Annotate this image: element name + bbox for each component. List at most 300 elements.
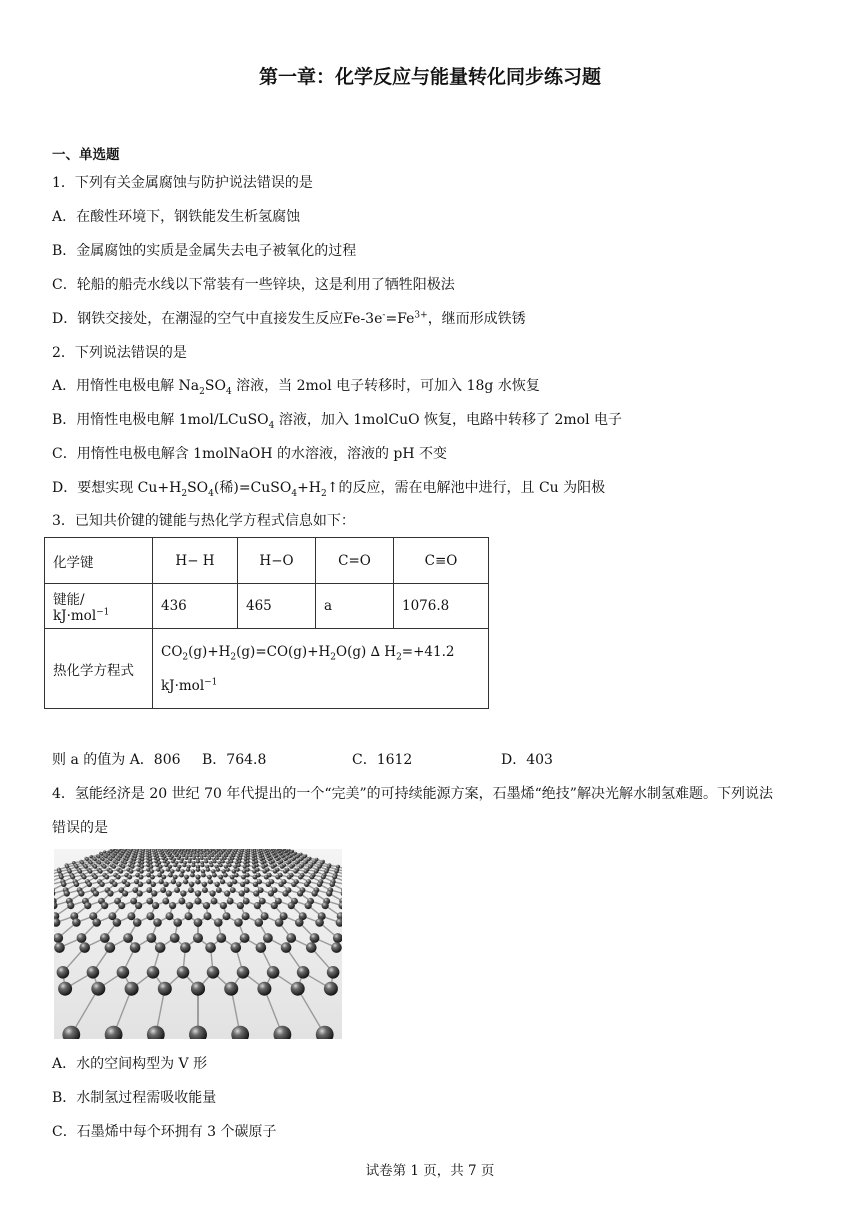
carbon-atom bbox=[327, 966, 340, 979]
carbon-atom bbox=[161, 854, 164, 857]
carbon-atom bbox=[237, 902, 244, 909]
carbon-atom bbox=[109, 858, 112, 861]
carbon-atom bbox=[228, 863, 232, 867]
carbon-atom bbox=[190, 850, 193, 853]
carbon-atom bbox=[155, 942, 166, 953]
carbon-atom bbox=[139, 869, 143, 873]
q1-option-c: C．轮船的船壳水线以下常装有一些锌块，这是利用了牺牲阳极法 bbox=[52, 277, 455, 293]
carbon-atom bbox=[286, 853, 289, 856]
q3-option-a: 则 a 的值为 A．806 bbox=[52, 752, 181, 768]
carbon-atom bbox=[174, 887, 180, 893]
carbon-atom bbox=[87, 882, 92, 887]
carbon-atom bbox=[281, 942, 292, 953]
carbon-atom bbox=[112, 855, 115, 858]
carbon-atom bbox=[260, 858, 263, 861]
carbon-atom bbox=[278, 882, 283, 887]
carbon-atom bbox=[314, 869, 318, 873]
carbon-atom bbox=[92, 918, 101, 927]
carbon-atom bbox=[210, 890, 216, 896]
carbon-atom bbox=[331, 942, 342, 953]
carbon-atom bbox=[304, 869, 308, 873]
q1-stem: 1．下列有关金属腐蚀与防护说法错误的是 bbox=[52, 175, 313, 191]
carbon-atom bbox=[133, 858, 136, 861]
carbon-atom bbox=[321, 875, 326, 880]
carbon-atom bbox=[196, 860, 200, 864]
carbon-atom bbox=[156, 868, 160, 872]
carbon-atom bbox=[259, 855, 262, 858]
carbon-atom bbox=[291, 982, 305, 996]
carbon-atom bbox=[263, 869, 267, 873]
carbon-atom bbox=[93, 890, 99, 896]
carbon-atom bbox=[188, 887, 194, 893]
carbon-atom bbox=[78, 890, 84, 896]
table-cell: 465 bbox=[238, 584, 316, 629]
carbon-atom bbox=[295, 861, 299, 865]
carbon-atom bbox=[110, 850, 113, 853]
carbon-atom bbox=[216, 933, 226, 943]
carbon-atom bbox=[157, 873, 162, 878]
carbon-atom bbox=[161, 875, 166, 880]
carbon-atom bbox=[215, 882, 220, 887]
carbon-atom bbox=[162, 857, 165, 860]
carbon-atom bbox=[186, 902, 193, 909]
carbon-atom bbox=[242, 869, 246, 873]
q1-option-d: D．钢铁交接处，在潮湿的空气中直接发生反应$Fe-3e^-=Fe^{3+}$，继而形成铁锈 bbox=[52, 310, 526, 327]
carbon-atom bbox=[98, 869, 102, 873]
page-footer: 试卷第 1 页，共 7 页 bbox=[365, 1163, 495, 1179]
carbon-atom bbox=[241, 875, 246, 880]
q3-option-d: D．403 bbox=[501, 752, 553, 768]
carbon-atom bbox=[317, 882, 322, 887]
carbon-atom bbox=[281, 855, 284, 858]
carbon-atom bbox=[99, 882, 104, 887]
carbon-atom bbox=[201, 873, 206, 878]
carbon-atom bbox=[117, 858, 120, 861]
carbon-atom bbox=[101, 902, 108, 909]
carbon-atom bbox=[257, 982, 271, 996]
carbon-atom bbox=[162, 898, 169, 905]
carbon-atom bbox=[153, 918, 162, 927]
carbon-atom bbox=[184, 850, 187, 853]
carbon-atom bbox=[283, 858, 286, 861]
carbon-atom bbox=[304, 882, 309, 887]
carbon-atom bbox=[264, 875, 269, 880]
carbon-atom bbox=[271, 865, 275, 869]
carbon-atom bbox=[200, 852, 203, 855]
carbon-atom bbox=[243, 861, 247, 865]
carbon-atom bbox=[115, 861, 119, 865]
carbon-atom bbox=[140, 865, 144, 869]
carbon-atom bbox=[253, 890, 259, 896]
carbon-atom bbox=[166, 890, 172, 896]
carbon-atom bbox=[195, 890, 201, 896]
carbon-atom bbox=[177, 966, 190, 979]
carbon-atom bbox=[200, 857, 203, 860]
carbon-atom bbox=[240, 933, 250, 943]
carbon-atom bbox=[84, 865, 88, 869]
q4-stem: 4．氢能经济是 20 世纪 70 年代提出的一个“完美”的可持续能源方案，石墨烯“绝技”解决光解水制氢难题。下列说法 bbox=[52, 786, 773, 802]
carbon-atom bbox=[196, 875, 201, 880]
carbon-atom bbox=[332, 875, 337, 880]
carbon-atom bbox=[268, 890, 274, 896]
carbon-atom bbox=[188, 860, 192, 864]
carbon-atom bbox=[274, 855, 277, 858]
carbon-atom bbox=[290, 850, 293, 853]
carbon-atom bbox=[194, 918, 203, 927]
carbon-atom bbox=[154, 857, 157, 860]
carbon-atom bbox=[275, 918, 284, 927]
carbon-atom bbox=[169, 902, 176, 909]
q3-option-c: C．1612 bbox=[352, 752, 413, 768]
carbon-atom bbox=[106, 861, 110, 865]
carbon-atom bbox=[224, 890, 230, 896]
carbon-atom bbox=[180, 942, 191, 953]
carbon-atom bbox=[61, 882, 66, 887]
carbon-atom bbox=[216, 887, 222, 893]
carbon-atom bbox=[192, 863, 196, 867]
carbon-atom bbox=[101, 858, 104, 861]
carbon-atom bbox=[176, 882, 181, 887]
carbon-atom bbox=[230, 860, 234, 864]
carbon-atom bbox=[105, 855, 108, 858]
carbon-atom bbox=[123, 861, 127, 865]
carbon-atom bbox=[237, 966, 250, 979]
carbon-atom bbox=[171, 879, 176, 884]
carbon-atom bbox=[204, 854, 207, 857]
carbon-atom bbox=[223, 912, 231, 920]
q2-option-b: B．用惰性电极电解 1mol/LCuSO$_4$ 溶液，加入 1molCuO 恢复，电路中转移了 2mol 电子 bbox=[52, 412, 623, 431]
carbon-atom bbox=[149, 861, 153, 865]
carbon-atom bbox=[243, 898, 250, 905]
carbon-atom bbox=[105, 875, 110, 880]
carbon-atom bbox=[195, 879, 200, 884]
carbon-atom bbox=[234, 918, 243, 927]
carbon-atom bbox=[151, 890, 157, 896]
carbon-atom bbox=[119, 855, 122, 858]
carbon-atom bbox=[207, 966, 220, 979]
table-cell: 热化学方程式 bbox=[45, 629, 153, 709]
carbon-atom bbox=[280, 865, 284, 869]
carbon-atom bbox=[190, 873, 195, 878]
carbon-atom bbox=[288, 902, 295, 909]
carbon-atom bbox=[114, 853, 117, 856]
carbon-atom bbox=[219, 863, 223, 867]
carbon-atom bbox=[284, 850, 287, 853]
carbon-atom bbox=[263, 933, 273, 943]
carbon-atom bbox=[122, 890, 128, 896]
carbon-atom bbox=[308, 865, 312, 869]
carbon-atom bbox=[185, 857, 188, 860]
carbon-atom bbox=[105, 942, 116, 953]
q2-option-c: C．用惰性电极电解含 1molNaOH 的水溶液，溶液的 pH 不变 bbox=[52, 446, 448, 462]
carbon-atom bbox=[182, 854, 185, 857]
carbon-atom bbox=[212, 873, 217, 878]
q3-option-b: B．764.8 bbox=[202, 752, 267, 768]
carbon-atom bbox=[132, 861, 136, 865]
carbon-atom bbox=[202, 882, 207, 887]
carbon-atom bbox=[123, 933, 133, 943]
carbon-atom bbox=[282, 890, 288, 896]
carbon-atom bbox=[155, 860, 159, 864]
carbon-atom bbox=[160, 887, 166, 893]
carbon-atom bbox=[195, 898, 202, 905]
carbon-atom bbox=[184, 875, 189, 880]
carbon-atom bbox=[173, 875, 178, 880]
carbon-atom bbox=[54, 942, 65, 953]
carbon-atom bbox=[221, 860, 225, 864]
carbon-atom bbox=[216, 857, 219, 860]
carbon-atom bbox=[287, 875, 292, 880]
table-cell: C=O bbox=[316, 538, 394, 584]
carbon-atom bbox=[268, 858, 271, 861]
q4-option-b: B．水制氢过程需吸收能量 bbox=[52, 1090, 217, 1106]
carbon-atom bbox=[179, 898, 186, 905]
carbon-atom bbox=[64, 890, 70, 896]
q4-option-c: C．石墨烯中每个环拥有 3 个碳原子 bbox=[52, 1124, 277, 1140]
carbon-atom bbox=[203, 850, 206, 853]
carbon-atom bbox=[164, 863, 168, 867]
carbon-atom bbox=[230, 875, 235, 880]
table-cell: a bbox=[316, 584, 394, 629]
carbon-atom bbox=[312, 890, 318, 896]
carbon-atom bbox=[207, 852, 210, 855]
carbon-atom bbox=[57, 966, 70, 979]
carbon-atom bbox=[305, 902, 312, 909]
carbon-atom bbox=[240, 882, 245, 887]
carbon-atom bbox=[223, 857, 226, 860]
carbon-atom bbox=[253, 875, 258, 880]
carbon-atom bbox=[293, 869, 297, 873]
carbon-atom bbox=[205, 860, 209, 864]
carbon-atom bbox=[207, 875, 212, 880]
carbon-atom bbox=[297, 890, 303, 896]
carbon-atom bbox=[299, 858, 302, 861]
carbon-atom bbox=[189, 854, 192, 857]
carbon-atom bbox=[150, 875, 155, 880]
carbon-atom bbox=[179, 873, 184, 878]
carbon-atom bbox=[238, 860, 242, 864]
carbon-atom bbox=[127, 875, 132, 880]
equation-cell: $CO_2(g)+H_2(g)=CO(g)+H_2O(g)$ ∆ $H_2=+41.2$ kJ·mol$^{-1}$ bbox=[153, 629, 489, 709]
carbon-atom bbox=[134, 855, 137, 858]
carbon-atom bbox=[109, 869, 113, 873]
carbon-atom bbox=[176, 868, 180, 872]
table-cell: 1076.8 bbox=[394, 584, 489, 629]
carbon-atom bbox=[201, 863, 205, 867]
carbon-atom bbox=[193, 857, 196, 860]
carbon-atom bbox=[93, 875, 98, 880]
carbon-atom bbox=[330, 882, 335, 887]
carbon-atom bbox=[310, 933, 320, 943]
carbon-atom bbox=[180, 890, 186, 896]
carbon-atom bbox=[137, 890, 143, 896]
carbon-atom bbox=[183, 879, 188, 884]
carbon-atom bbox=[151, 882, 156, 887]
carbon-atom bbox=[202, 887, 208, 893]
carbon-atom bbox=[98, 861, 102, 865]
carbon-atom bbox=[118, 902, 125, 909]
carbon-atom bbox=[261, 861, 265, 865]
carbon-atom bbox=[189, 882, 194, 887]
table-cell: H− H bbox=[153, 538, 238, 584]
carbon-atom bbox=[125, 982, 139, 996]
carbon-atom bbox=[77, 933, 87, 943]
q1-option-b: B．金属腐蚀的实质是金属失去电子被氧化的过程 bbox=[52, 243, 357, 259]
carbon-atom bbox=[84, 902, 91, 909]
carbon-atom bbox=[283, 869, 287, 873]
carbon-atom bbox=[166, 868, 170, 872]
carbon-atom bbox=[70, 875, 75, 880]
carbon-atom bbox=[237, 863, 241, 867]
carbon-atom bbox=[112, 865, 116, 869]
carbon-atom bbox=[146, 887, 152, 893]
carbon-atom bbox=[173, 918, 182, 927]
carbon-atom bbox=[88, 869, 92, 873]
carbon-atom bbox=[191, 982, 205, 996]
carbon-atom bbox=[254, 902, 261, 909]
carbon-atom bbox=[256, 942, 267, 953]
carbon-atom bbox=[133, 918, 142, 927]
carbon-atom bbox=[227, 882, 232, 887]
carbon-atom bbox=[224, 982, 238, 996]
carbon-atom bbox=[147, 933, 157, 943]
q2-option-d: D．要想实现 $Cu+H_2SO_4$(稀)$=CuSO_4+H_2↑$的反应，需在电解池中进行，且 Cu 为阳极 bbox=[52, 480, 606, 499]
carbon-atom bbox=[226, 868, 230, 872]
carbon-atom bbox=[107, 890, 113, 896]
carbon-atom bbox=[252, 865, 256, 869]
carbon-atom bbox=[180, 852, 183, 855]
carbon-atom bbox=[234, 873, 239, 878]
carbon-atom bbox=[220, 902, 227, 909]
carbon-atom bbox=[220, 852, 223, 855]
carbon-atom bbox=[231, 942, 242, 953]
section-heading: 一、单选题 bbox=[52, 147, 120, 163]
page-title: 第一章：化学反应与能量转化同步练习题 bbox=[258, 66, 601, 88]
table-row bbox=[45, 629, 489, 709]
carbon-atom bbox=[208, 879, 213, 884]
q4-stem-cont: 错误的是 bbox=[52, 820, 108, 836]
carbon-atom bbox=[252, 858, 255, 861]
table-cell: 436 bbox=[153, 584, 238, 629]
carbon-atom bbox=[173, 852, 176, 855]
carbon-atom bbox=[205, 942, 216, 953]
carbon-atom bbox=[232, 879, 237, 884]
carbon-atom bbox=[67, 902, 74, 909]
carbon-atom bbox=[59, 875, 64, 880]
carbon-atom bbox=[93, 858, 96, 861]
carbon-atom bbox=[160, 869, 164, 873]
carbon-atom bbox=[79, 942, 90, 953]
carbon-atom bbox=[239, 890, 245, 896]
carbon-atom bbox=[185, 912, 193, 920]
carbon-atom bbox=[242, 912, 250, 920]
carbon-atom bbox=[298, 875, 303, 880]
carbon-atom bbox=[168, 854, 171, 857]
carbon-atom bbox=[170, 933, 180, 943]
carbon-atom bbox=[168, 873, 173, 878]
carbon-atom bbox=[138, 882, 143, 887]
carbon-atom bbox=[113, 918, 122, 927]
carbon-atom bbox=[82, 875, 87, 880]
carbon-atom bbox=[231, 857, 234, 860]
carbon-atom bbox=[315, 918, 324, 927]
carbon-atom bbox=[159, 879, 164, 884]
carbon-atom bbox=[324, 982, 338, 996]
carbon-atom bbox=[286, 933, 296, 943]
carbon-atom bbox=[293, 853, 296, 856]
carbon-atom bbox=[125, 882, 130, 887]
table-row bbox=[45, 538, 489, 584]
carbon-atom bbox=[177, 857, 180, 860]
carbon-atom bbox=[211, 854, 214, 857]
carbon-atom bbox=[180, 860, 184, 864]
table-cell: 化学键 bbox=[45, 538, 153, 584]
carbon-atom bbox=[243, 865, 247, 869]
carbon-atom bbox=[204, 912, 212, 920]
table-cell: H−O bbox=[238, 538, 316, 584]
carbon-atom bbox=[163, 860, 167, 864]
carbon-atom bbox=[309, 875, 314, 880]
carbon-atom bbox=[197, 850, 200, 853]
carbon-atom bbox=[225, 854, 228, 857]
carbon-atom bbox=[146, 912, 154, 920]
carbon-atom bbox=[291, 882, 296, 887]
carbon-atom bbox=[218, 854, 221, 857]
carbon-atom bbox=[121, 865, 125, 869]
carbon-atom bbox=[279, 853, 282, 856]
carbon-atom bbox=[186, 852, 189, 855]
carbon-atom bbox=[117, 966, 130, 979]
carbon-atom bbox=[261, 912, 269, 920]
table-cell: 键能/ kJ·mol$^{-1}$ bbox=[45, 584, 153, 629]
carbon-atom bbox=[100, 853, 103, 856]
carbon-atom bbox=[197, 854, 200, 857]
carbon-atom bbox=[230, 887, 236, 893]
carbon-atom bbox=[89, 861, 93, 865]
carbon-atom bbox=[227, 898, 234, 905]
carbon-atom bbox=[220, 879, 225, 884]
carbon-atom bbox=[125, 858, 128, 861]
carbon-atom bbox=[103, 850, 106, 853]
carbon-atom bbox=[216, 868, 220, 872]
carbon-atom bbox=[158, 982, 172, 996]
carbon-atom bbox=[58, 982, 72, 996]
carbon-atom bbox=[214, 918, 223, 927]
carbon-atom bbox=[236, 868, 240, 872]
carbon-atom bbox=[87, 966, 100, 979]
carbon-atom bbox=[163, 882, 168, 887]
carbon-atom bbox=[193, 852, 196, 855]
carbon-atom bbox=[211, 898, 218, 905]
carbon-atom bbox=[141, 858, 144, 861]
carbon-atom bbox=[213, 852, 216, 855]
carbon-atom bbox=[306, 942, 317, 953]
carbon-atom bbox=[275, 875, 280, 880]
bond-energy-table bbox=[44, 537, 489, 709]
carbon-atom bbox=[78, 869, 82, 873]
carbon-atom bbox=[203, 902, 210, 909]
carbon-atom bbox=[213, 860, 217, 864]
carbon-atom bbox=[232, 854, 235, 857]
carbon-atom bbox=[223, 873, 228, 878]
carbon-atom bbox=[252, 869, 256, 873]
carbon-atom bbox=[72, 918, 81, 927]
carbon-atom bbox=[149, 865, 153, 869]
carbon-atom bbox=[289, 865, 293, 869]
carbon-atom bbox=[169, 857, 172, 860]
carbon-atom bbox=[127, 912, 135, 920]
carbon-atom bbox=[193, 933, 203, 943]
